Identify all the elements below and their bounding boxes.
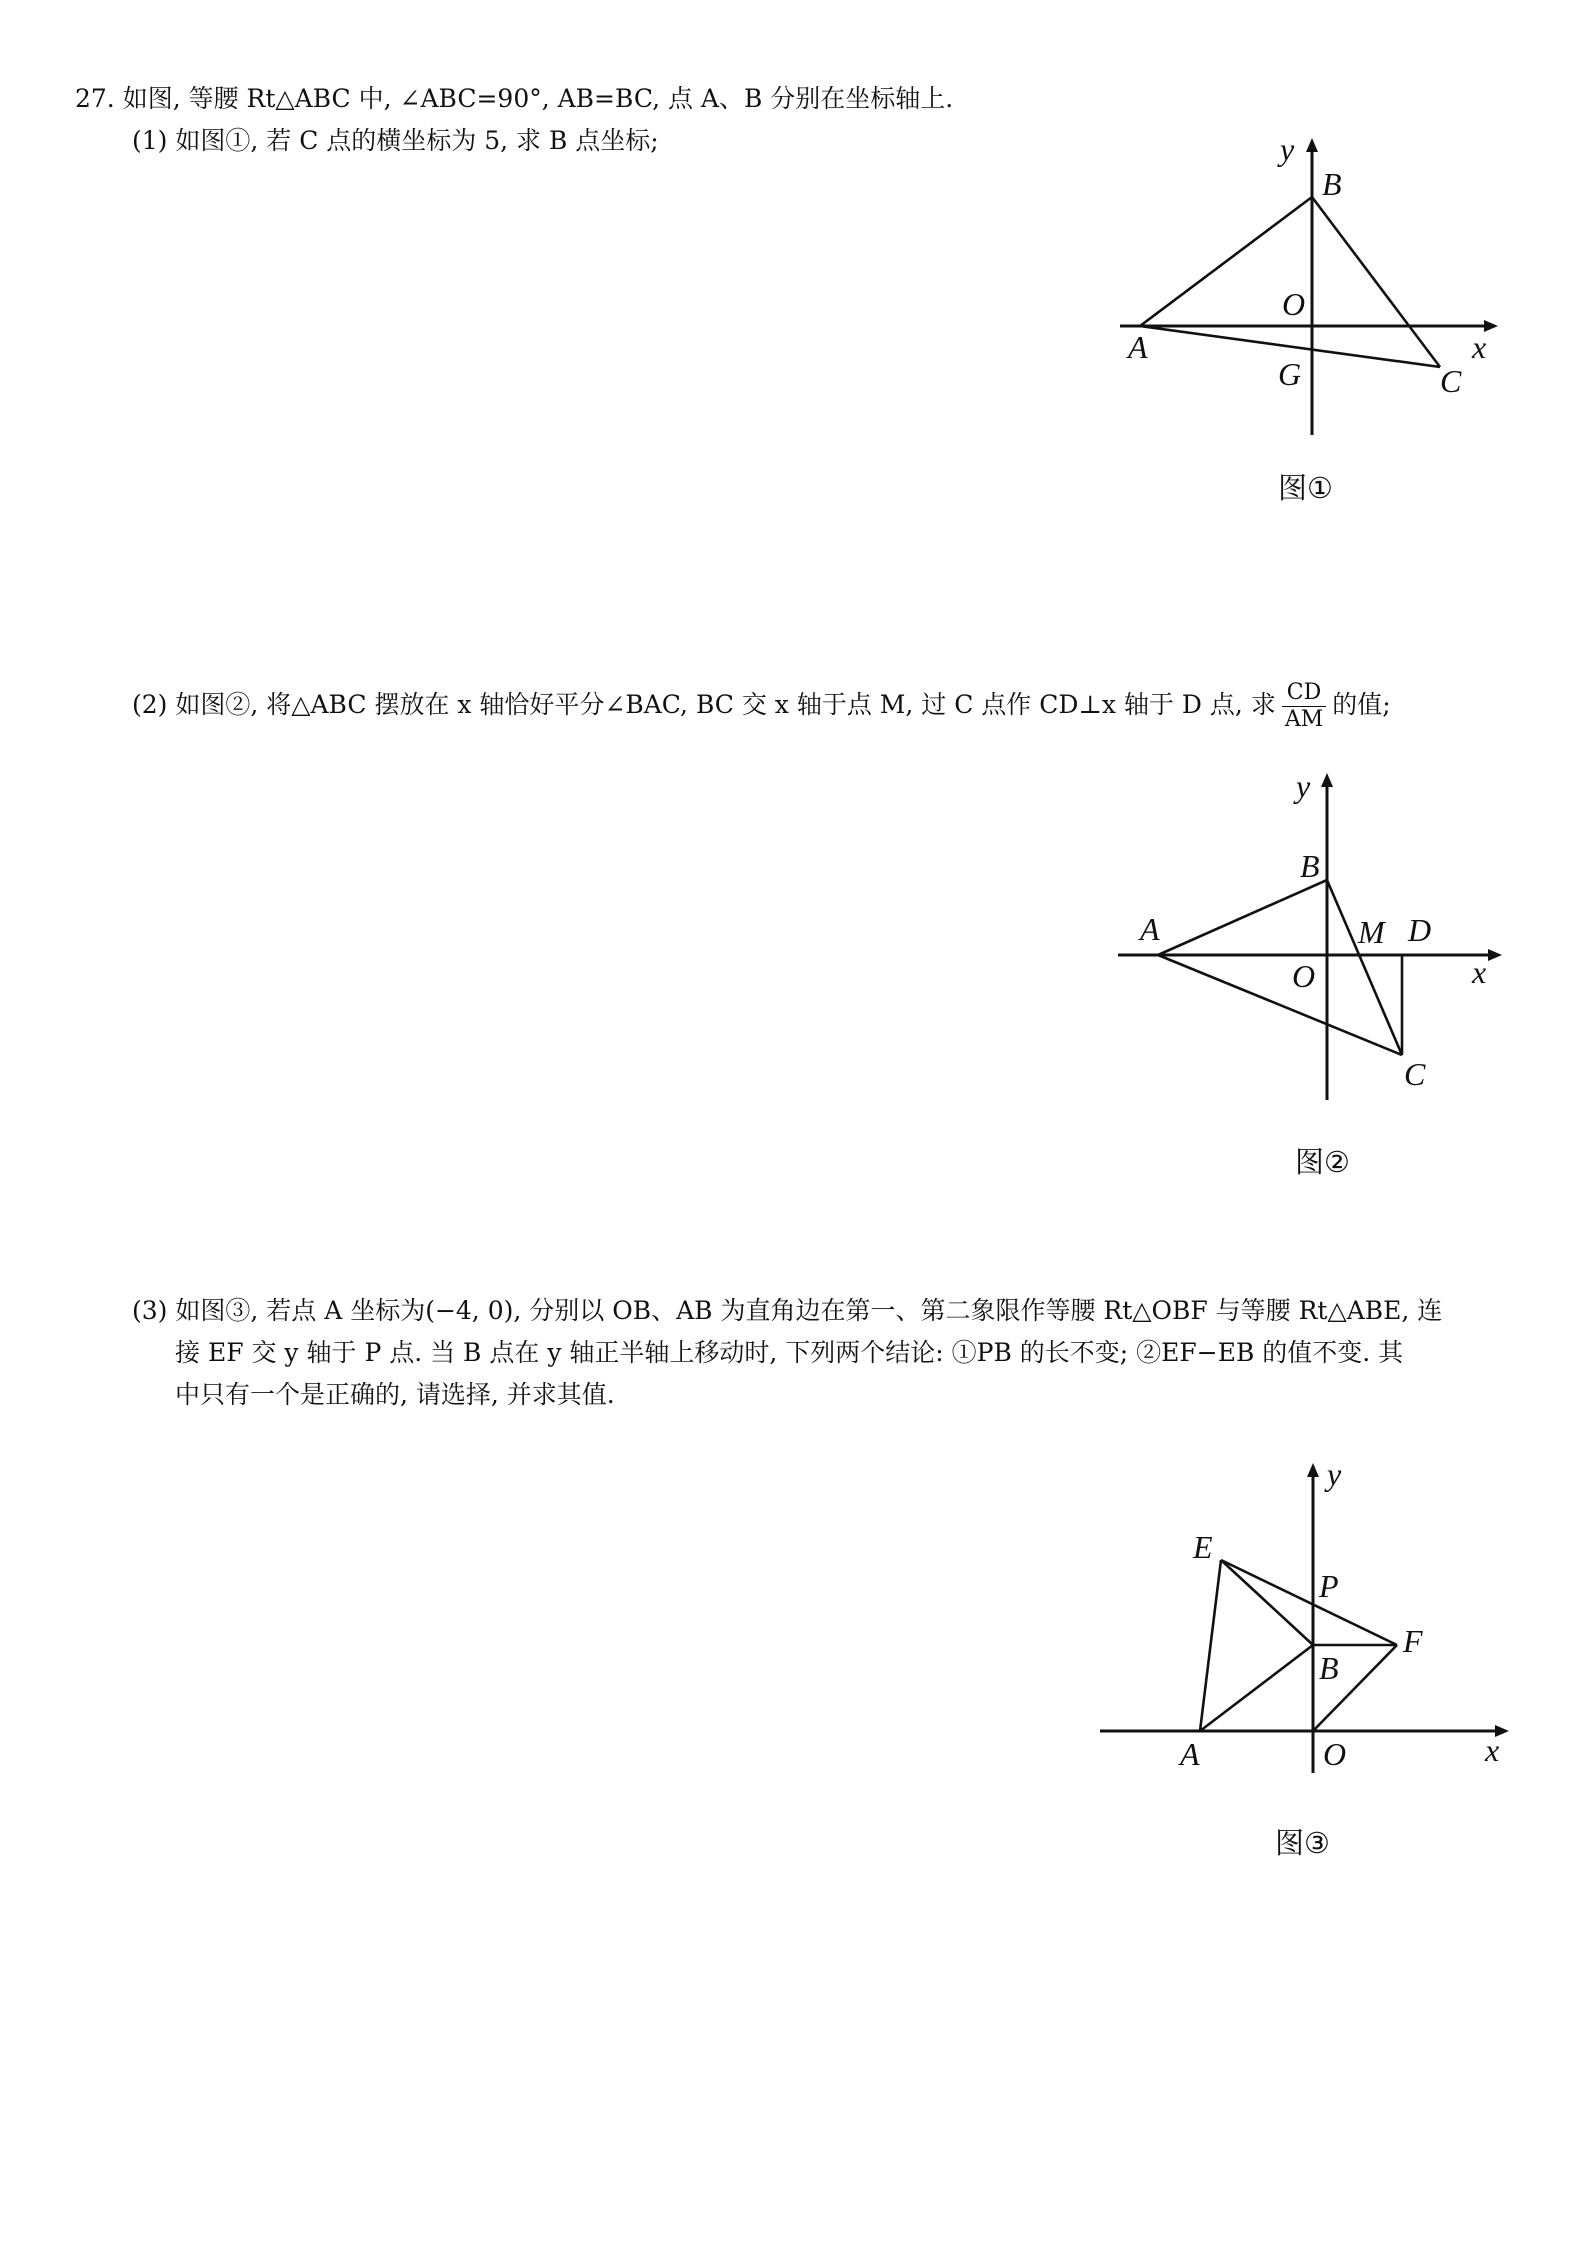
y-axis-arrow	[1321, 773, 1333, 787]
label-C: C	[1440, 363, 1462, 399]
label-F: F	[1403, 1623, 1423, 1659]
label-y: y	[1296, 768, 1311, 804]
figure-3-caption: 图③	[1275, 1826, 1330, 1860]
part3-line-3: 中只有一个是正确的, 请选择, 并求其值.	[175, 1380, 615, 1409]
label-A: A	[1128, 329, 1148, 365]
label-y: y	[1280, 131, 1295, 167]
label-O: O	[1323, 1736, 1347, 1772]
label-D: D	[1408, 912, 1432, 948]
segment-AB	[1200, 1645, 1313, 1731]
part3-line-2: 接 EF 交 y 轴于 P 点. 当 B 点在 y 轴正半轴上移动时, 下列两个结论: ①PB 的长不变; ②EF−EB 的值不变. 其	[175, 1338, 1404, 1367]
label-y: y	[1327, 1456, 1342, 1492]
segment-BC	[1312, 197, 1440, 367]
part3-line-1: (3) 如图③, 若点 A 坐标为(−4, 0), 分别以 OB、AB 为直角边在第一、第二象限作等腰 Rt△OBF 与等腰 Rt△ABE, 连	[132, 1296, 1443, 1325]
segment-AE	[1200, 1560, 1221, 1731]
figure-3	[1095, 1455, 1525, 1875]
label-O: O	[1282, 286, 1306, 322]
segment-EB	[1221, 1560, 1313, 1645]
segment-EF	[1221, 1560, 1397, 1645]
figure-2-caption: 图②	[1295, 1145, 1350, 1179]
part1-question: (1) 如图①, 若 C 点的横坐标为 5, 求 B 点坐标;	[132, 126, 659, 155]
figure-2	[1100, 765, 1520, 1195]
figure-3-diagram	[1095, 1455, 1525, 1875]
label-C: C	[1404, 1056, 1426, 1092]
label-E: E	[1193, 1529, 1213, 1565]
part2-question	[132, 680, 1391, 733]
problem-intro: 27. 如图, 等腰 Rt△ABC 中, ∠ABC=90°, AB=BC, 点 A、B 分别在坐标轴上.	[75, 84, 954, 113]
x-axis-arrow	[1488, 949, 1502, 961]
label-M: M	[1358, 914, 1385, 950]
part2-tail: 的值;	[1332, 690, 1391, 719]
segment-AB	[1158, 880, 1327, 955]
y-axis-arrow	[1306, 138, 1318, 152]
label-O: O	[1292, 958, 1316, 994]
part2-fraction	[1282, 680, 1326, 733]
label-x: x	[1472, 329, 1487, 365]
fraction-denominator: AM	[1284, 707, 1324, 732]
label-G: G	[1278, 356, 1302, 392]
label-P: P	[1319, 1568, 1339, 1604]
figure-1	[1100, 130, 1520, 520]
label-x: x	[1472, 954, 1487, 990]
figure-2-diagram	[1100, 765, 1520, 1195]
label-B: B	[1319, 1650, 1339, 1686]
fraction-numerator: CD	[1282, 680, 1326, 707]
figure-1-diagram	[1100, 130, 1520, 520]
label-x: x	[1485, 1732, 1500, 1768]
label-B: B	[1322, 166, 1342, 202]
label-A: A	[1180, 1736, 1200, 1772]
figure-1-caption: 图①	[1278, 471, 1333, 505]
y-axis-arrow	[1307, 1463, 1319, 1477]
label-A: A	[1140, 911, 1160, 947]
part2-text: (2) 如图②, 将△ABC 摆放在 x 轴恰好平分∠BAC, BC 交 x 轴于点 M, 过 C 点作 CD⊥x 轴于 D 点, 求	[132, 690, 1276, 719]
label-B: B	[1300, 848, 1320, 884]
